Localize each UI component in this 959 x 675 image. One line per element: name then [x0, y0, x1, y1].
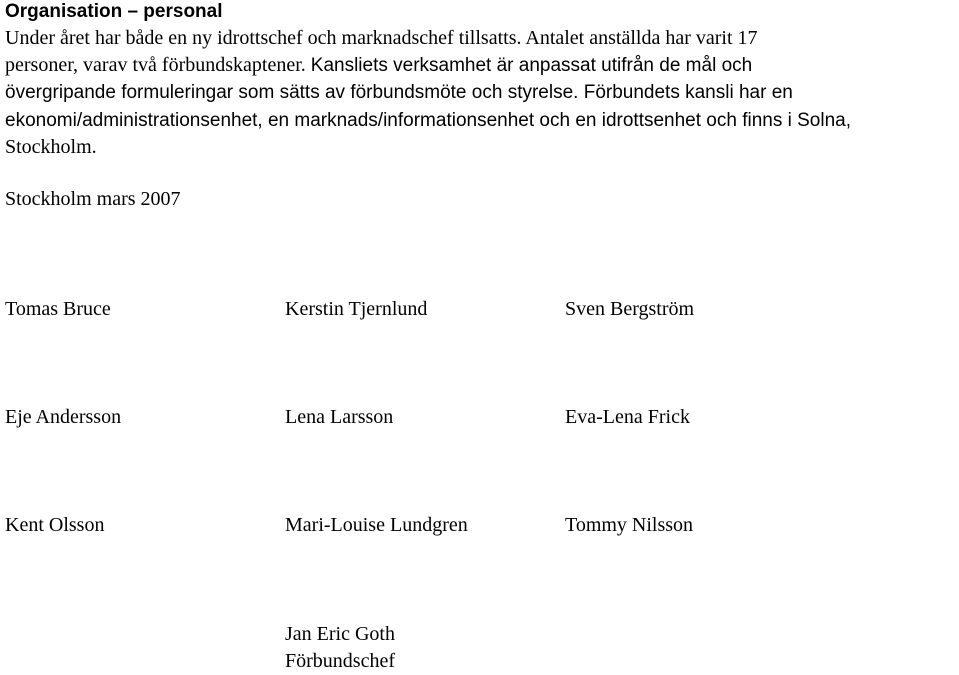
- signatory-name: Kent Olsson: [5, 514, 105, 536]
- paragraph-line: Under året har både en ny idrottschef och marknadschef tillsatts. Antalet anställda har varit 17: [5, 27, 758, 49]
- dateline: Stockholm mars 2007: [5, 188, 181, 210]
- paragraph-line: [5, 52, 959, 79]
- paragraph-line: ekonomi/administrationsenhet, en marknads/informationsenhet och en idrottsenhet och finns i Solna,: [5, 109, 851, 131]
- signatory-name: Tommy Nilsson: [565, 514, 694, 536]
- signatory-name: Sven Bergström: [565, 298, 695, 320]
- chair-title: Förbundschef: [285, 650, 395, 672]
- paragraph-line: Stockholm.: [5, 135, 97, 158]
- paragraph-segment: personer, varav två förbundskaptener.: [5, 54, 311, 77]
- signatory-name: Eva-Lena Frick: [565, 406, 690, 428]
- body-paragraph: [5, 25, 959, 161]
- document-page: [5, 0, 955, 674]
- chair-name: Jan Eric Goth: [285, 623, 395, 645]
- paragraph-line: övergripande formuleringar som sätts av förbundsmöte och styrelse. Förbundets kansli har en: [5, 82, 793, 104]
- paragraph-segment: Kansliets verksamhet är anpassat utifrån de mål och: [310, 55, 753, 77]
- signatory-name: Mari-Louise Lundgren: [285, 514, 468, 536]
- signatory-name: Lena Larsson: [285, 406, 394, 428]
- section-heading: Organisation – personal: [5, 1, 223, 22]
- signatory-name: Eje Andersson: [5, 406, 122, 428]
- signatory-name: Tomas Bruce: [5, 298, 111, 320]
- signatory-name: Kerstin Tjernlund: [285, 298, 428, 320]
